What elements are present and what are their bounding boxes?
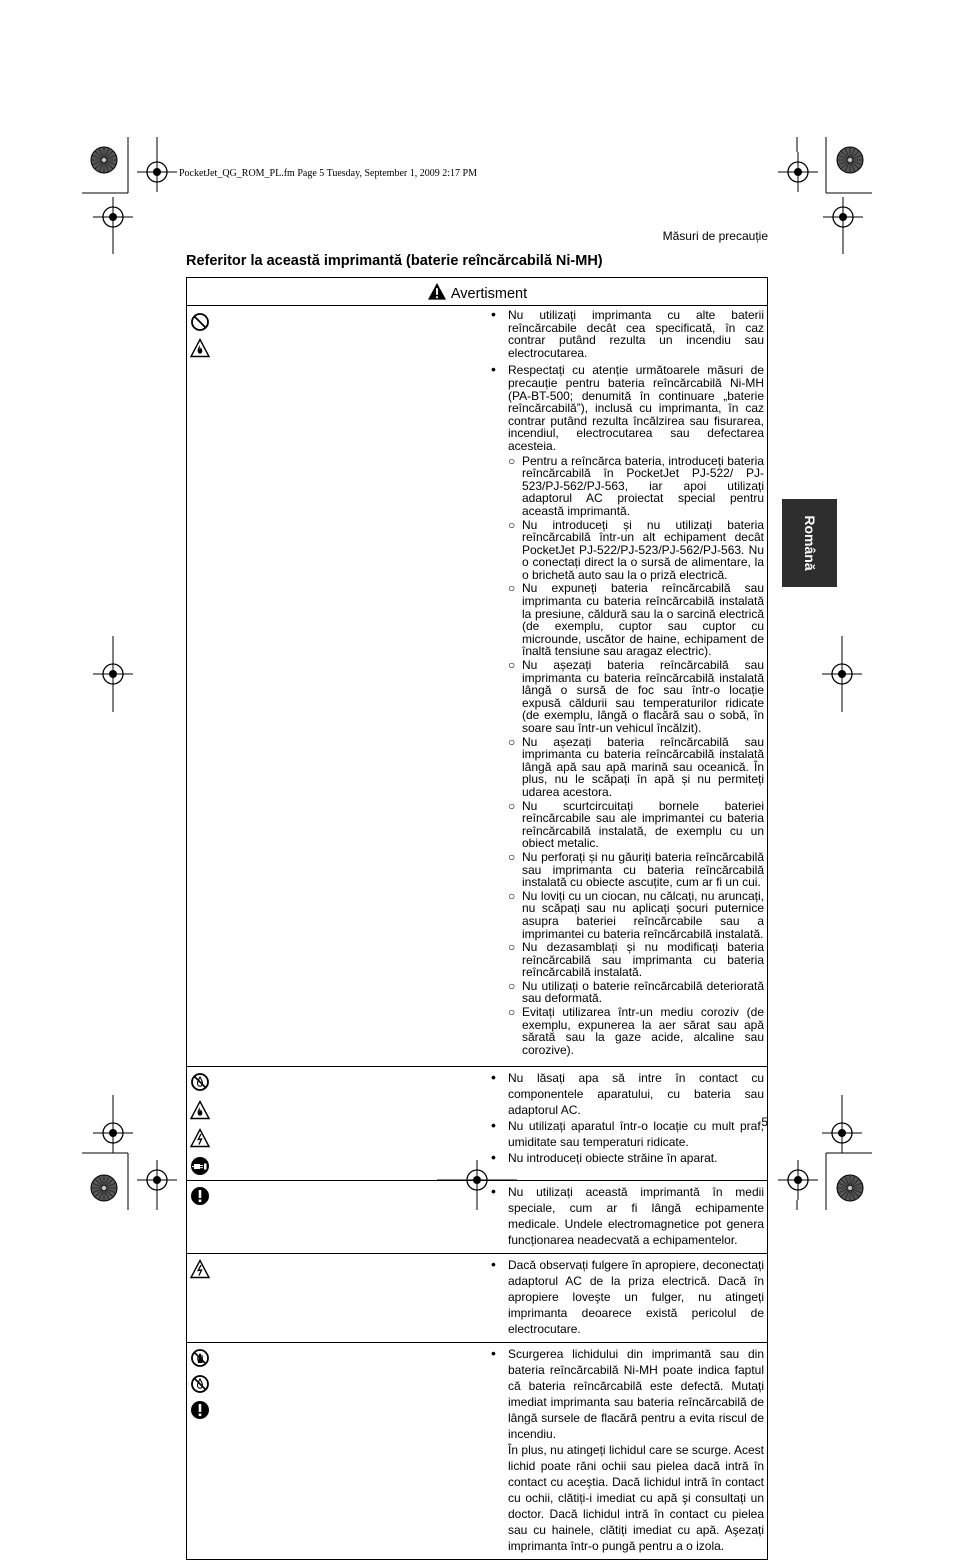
list-item [477,1346,764,1554]
list-item-continuation: În plus, nu atingeți lichidul care se scurge. Acest lichid poate răni ochii sau pielea dacă intră în contact cu aceştia. Dacă lichidul intră în contact cu ochii, clătiți-i imediat cu apă şi consultați un doctor. Dacă lichidul intră în contact cu pielea sau cu hainele, clătiți imediat cu apă. Aşezați imprimanta într-o pungă pentru a o izola. [508,1443,764,1554]
warning-row [187,1343,768,1560]
sub-item: ○ Nu loviți cu un ciocan, nu călcați, nu aruncați, nu scăpați sau nu aplicați șocuri puternice asupra bateriei reîncărcabile sau a imprimantei cu bateria reîncărcabilă instalată. [477,890,764,940]
sub-item: ○ Nu scurtcircuitați bornele bateriei reîncărcabile sau ale imprimantei cu bateria reîncărcabilă instalată, de exemplu cu un obiect metalic. [477,800,764,850]
sub-item: ○ Pentru a reîncărca bateria, introduceți bateria reîncărcabilă în PocketJet PJ-522/ PJ-523/PJ-562/PJ-563, iar apoi utilizați adaptorul AC proiectat special pentru această imprimantă. [477,455,764,518]
warning-row [187,1181,768,1254]
language-tab [782,499,837,587]
no-water-icon [190,1374,210,1394]
sub-item: ○ Nu așezați bateria reîncărcabilă sau imprimanta cu bateria reîncărcabilă instalată lângă o sursă de foc sau într-o locație expusă căldurii sau temperaturilor ridicate (de exemplu, lângă o flacără sau o sobă, în soare sau într-un vehicul încălzit). [477,659,764,735]
sub-item: ○ Nu utilizați o baterie reîncărcabilă deteriorată sau deformată. [477,980,764,1005]
warning-heading-cell [187,278,768,306]
list-item: • Nu introduceți obiecte străine în aparat. [477,1150,764,1166]
list-item: • Nu lăsați apa să intre în contact cu componentele aparatului, cu bateria sau adaptorul AC. [477,1070,764,1118]
unplug-icon [190,1156,210,1176]
fire-warning-icon [190,1100,210,1120]
list-item: • Dacă observați fulgere în apropiere, deconectați adaptorul AC de la priza electrică. Dacă în apropiere loveşte un fulger, nu atingeți imprimanta deoarece există pericolul de electrocutare. [477,1257,764,1337]
row-icons [187,1067,478,1181]
no-water-icon [190,1072,210,1092]
warning-heading: Avertisment [450,285,528,302]
no-touch-icon [190,1348,210,1368]
row-text [477,1067,768,1181]
row-text [477,1254,768,1343]
list-item: • Nu utilizați această imprimantă în medii speciale, cum ar fi lângă echipamente medicale. Undele electromagnetice pot genera funcționarea neadecvată a echipamentelor. [477,1184,764,1248]
sub-item: ○ Nu dezasamblați și nu modificați bateria reîncărcabilă sau imprimanta cu bateria reîncărcabilă instalată. [477,941,764,979]
row-text [477,1343,768,1560]
list-item [477,364,764,1056]
sub-item: ○ Nu expuneți bateria reîncărcabilă sau imprimanta cu bateria reîncărcabilă instalată la presiune, căldură sau la o sarcină electrică (de exemplu, cuptor sau cuptor cu microunde, uscător de haine, echipament de înaltă tensiune sau aragaz electric). [477,582,764,658]
row-text [477,1181,768,1254]
row-icons [187,1343,478,1560]
row-icons [187,306,478,1067]
warning-row [187,1067,768,1181]
sub-item: ○ Evitați utilizarea într-un mediu coroziv (de exemplu, expunerea la aer sărat sau apă sărată sau la gaze acide, alcaline sau corozive). [477,1006,764,1056]
file-info-line: PocketJet_QG_ROM_PL.fm Page 5 Tuesday, September 1, 2009 2:17 PM [179,168,477,179]
mandatory-icon [190,1400,210,1420]
prohibition-icon [190,312,210,332]
sub-item: ○ Nu perforați și nu găuriți bateria reîncărcabilă sau imprimanta cu bateria reîncărcabilă instalată cu obiecte ascuțite, cum ar fi un cui. [477,851,764,889]
warning-row [187,1254,768,1343]
page-number: 5 [761,1115,768,1129]
row-text [477,306,768,1067]
electric-shock-icon [190,1128,210,1148]
sub-item: ○ Nu introduceți și nu utilizați bateria reîncărcabilă într-un alt echipament decât PocketJet PJ-522/PJ-523/PJ-562/PJ-563. Nu o conectați direct la o sursă de alimentare, la o brichetă auto sau la o priză electrică. [477,519,764,582]
sub-item: ○ Nu așezați bateria reîncărcabilă sau imprimanta cu bateria reîncărcabilă instalată lângă apă sau apă marină sau oceanică. În plus, nu le scăpați în apă și nu permiteți udarea acestora. [477,736,764,799]
row-icons [187,1181,478,1254]
section-title: Referitor la această imprimantă (baterie reîncărcabilă Ni-MH) [186,253,603,269]
language-tab-label: Română [801,515,818,571]
fire-warning-icon [190,338,210,358]
list-item-text: Respectați cu atenție următoarele măsuri de precauție pentru bateria reîncărcabilă Ni-MH (PA-BT-500; denumită în continuare „baterie reîncărcabilă”), inclusă cu imprimanta, în caz contrar putând rezulta încălzirea sau fisurarea, incendiul, electrocutarea sau defectarea acesteia. [508,363,764,453]
alert-triangle-icon [427,282,447,301]
warning-table [186,277,768,1560]
list-item: • Nu utilizați imprimanta cu alte baterii reîncărcabile decât cea specificată, în caz contrar putând rezulta un incendiu sau electrocutarea. [477,309,764,359]
row-icons [187,1254,478,1343]
electric-shock-icon [190,1259,210,1279]
running-header: Măsuri de precauție [662,229,768,243]
list-item: • Nu utilizați aparatul într-o locație cu mult praf, umiditate sau temperaturi ridicate. [477,1118,764,1150]
warning-row [187,306,768,1067]
list-item-text: Scurgerea lichidului din imprimantă sau din bateria reîncărcabilă Ni-MH poate indica faptul că bateria reîncărcabilă este defectă. Mutați imediat imprimanta sau bateria reîncărcabilă de lângă sursele de flacără pentru a evita riscul de incendiu. [508,1347,764,1442]
mandatory-icon [190,1186,210,1206]
